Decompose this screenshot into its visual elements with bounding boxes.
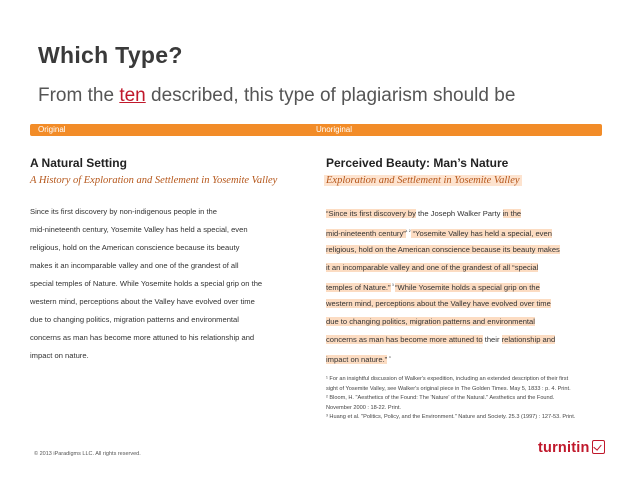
footnote-line: ¹ For an insightful discussion of Walker's expedition, including an extended description of their first [326,376,569,382]
highlighted-text: relationship and [501,335,556,344]
footnote-marker: ⁴ [387,355,391,361]
original-line: special temples of Nature. While Yosemite holds a special grip on the [30,279,263,288]
original-heading: A Natural Setting [30,156,127,170]
unoriginal-line [326,205,606,223]
unoriginal-line [326,223,606,241]
footnote-line: ³ Huang et al. "Politics, Policy, and the Environment." Nature and Society. 25.3 (1997) : 127-53. Print. [326,414,576,421]
subtitle-link-ten[interactable]: ten [119,85,146,106]
original-line: due to changing politics, migration patterns and environmental [30,315,239,324]
original-line: western mind, perceptions about the Valley have evolved over time [30,297,255,306]
copyright-notice: © 2013 iParadigms LLC. All rights reserved. [34,451,141,457]
original-paragraph [30,203,310,365]
unoriginal-line [326,313,606,331]
highlighted-text: “Yosemite Valley has held a special, even [410,229,552,238]
checkmark-icon [592,440,605,454]
unoriginal-paragraph [326,205,606,367]
subtitle-prefix: From the [38,85,120,106]
unoriginal-heading: Perceived Beauty: Man’s Nature [326,156,509,170]
original-subheading: A History of Exploration and Settlement in Yosemite Valley [30,175,278,186]
original-line: impact on nature. [30,351,89,360]
subtitle-suffix: described, this type of plagiarism should be [145,85,516,106]
turnitin-logo [538,440,605,456]
original-line: Since its first discovery by non-indigenous people in the [30,207,217,216]
logo-text: turnitin [538,440,590,456]
highlighted-text: “Since its first discovery by [326,209,416,218]
footnote-marker: ¹ ² [405,229,411,235]
unoriginal-line [326,277,606,295]
original-column [30,156,310,365]
highlighted-text: “While Yosemite holds a special grip on the [395,283,540,292]
highlighted-text: western mind, perceptions about the Valley have evolved over time [326,299,551,308]
footnote-marker: ³ [390,283,396,289]
highlighted-text: it an incomparable valley and one of the grandest of all “special [326,263,539,272]
unoriginal-column [326,156,606,423]
highlighted-text: impact on nature.” [326,355,388,364]
highlighted-text: temples of Nature.” [326,283,391,292]
unoriginal-line [326,259,606,277]
highlighted-text: in the [502,209,522,218]
inserted-text: the Joseph Walker Party [415,209,503,218]
original-line: concerns as man has become more attuned to his relationship and [30,333,255,342]
inserted-text: their [482,335,502,344]
highlighted-text: mid-nineteenth century” [326,229,406,238]
highlighted-text: religious, hold on the American conscience because its beauty makes [326,245,560,254]
unoriginal-subheading: Exploration and Settlement in Yosemite Valley [326,175,520,186]
footnote-line: November 2000 : 18-22. Print. [326,404,401,411]
slide-subtitle [38,85,515,107]
unoriginal-line [326,241,606,259]
footnote-line: sight of Yosemite Valley, see Walker's original piece in The Golden Times. May 5, 1833 : p. 4. Print. [326,385,571,392]
original-label: Original [38,125,66,134]
unoriginal-label: Unoriginal [316,125,353,134]
original-line: religious, hold on the American conscience because its beauty [30,243,240,252]
unoriginal-line [326,295,606,313]
highlighted-text: due to changing politics, migration patterns and environmental [326,317,535,326]
comparison-header-bar [30,124,602,136]
slide-title: Which Type? [38,42,183,68]
original-line: makes it an incomparable valley and one of the grandest of all [30,261,239,270]
highlighted-text: concerns as man has become more attuned to [326,335,483,344]
original-line: mid-nineteenth century, Yosemite Valley has held a special, even [30,225,248,234]
footnotes [326,375,606,423]
unoriginal-line [326,349,606,367]
unoriginal-line [326,331,606,349]
footnote-line: ² Bloom, H. "Aesthetics of the Found: The 'Nature' of the Natural." Aesthetics and the Found. [326,395,555,402]
